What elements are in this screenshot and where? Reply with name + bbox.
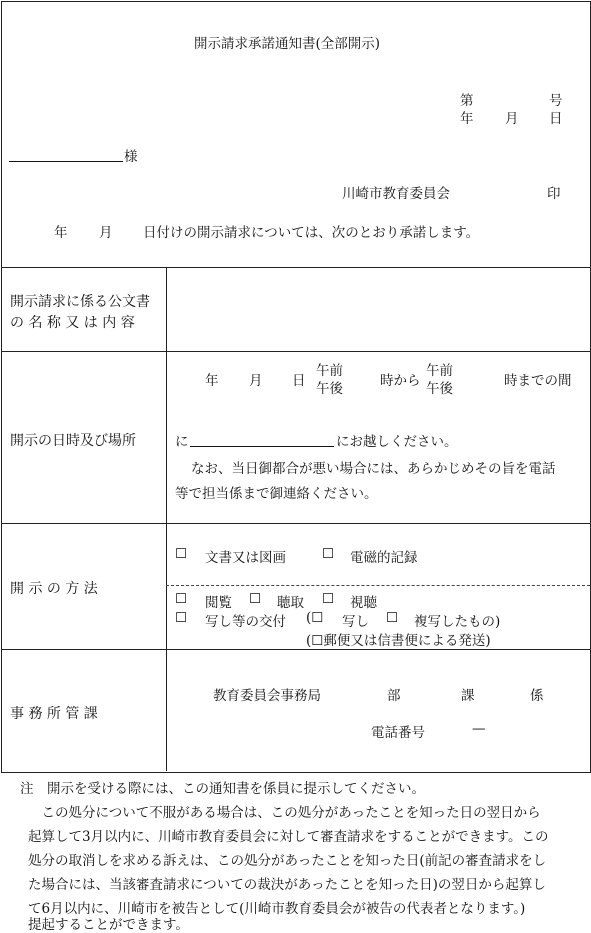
note-line-2: この処分について不服がある場合は、この処分があったことを知った日の翌日から bbox=[28, 805, 541, 821]
intro-month: 月 bbox=[99, 225, 113, 241]
schedule-am-2: 午前 bbox=[426, 363, 453, 379]
office-phone-label: 電話番号 bbox=[371, 725, 425, 741]
option-postal[interactable]: (☐郵便又は信書便による発送) bbox=[306, 633, 491, 649]
document-name-label-1: 開示請求に係る公文書 bbox=[10, 294, 150, 310]
option-watching: 視聴 bbox=[350, 595, 377, 611]
schedule-pm-2: 午後 bbox=[426, 381, 453, 397]
note-line-3: 起算して3月以内に、川崎市教育委員会に対して審査請求をすることができます。この bbox=[28, 829, 549, 845]
schedule-from: 時から bbox=[380, 373, 421, 389]
schedule-am-1: 午前 bbox=[316, 363, 343, 379]
schedule-day: 日 bbox=[292, 373, 306, 389]
date-month-label: 月 bbox=[505, 111, 519, 127]
note-line-1: 注 開示を受ける際には、この通知書を係員に提示してください。 bbox=[20, 781, 425, 797]
checkbox-copy-delivery[interactable]: ☐ bbox=[175, 610, 188, 626]
divider-method bbox=[1, 649, 591, 650]
intro-text: 日付けの開示請求については、次のとおり承諾します。 bbox=[143, 225, 480, 241]
schedule-month: 月 bbox=[249, 373, 263, 389]
place-blank-line bbox=[190, 446, 334, 447]
addressee-suffix: 様 bbox=[124, 149, 138, 165]
schedule-label: 開示の日時及び場所 bbox=[10, 433, 136, 449]
divider-header bbox=[1, 267, 591, 268]
checkbox-viewing[interactable]: ☐ bbox=[175, 591, 188, 607]
addressee-blank-line bbox=[9, 161, 123, 162]
column-divider bbox=[166, 267, 167, 771]
office-bureau: 教育委員会事務局 bbox=[213, 688, 321, 704]
office-department: 部 bbox=[387, 688, 401, 704]
schedule-note-1: なお、当日御都合が悪い場合には、あらかじめその旨を電話 bbox=[191, 461, 556, 477]
form-title: 開示請求承諾通知書(全部開示) bbox=[194, 36, 381, 52]
intro-year: 年 bbox=[54, 225, 68, 241]
option-viewing: 閲覧 bbox=[205, 595, 232, 611]
schedule-year: 年 bbox=[205, 373, 219, 389]
note-line-4: 処分の取消しを求める訴えは、この処分があったことを知った日(前記の審査請求をし bbox=[28, 853, 547, 869]
date-year-label: 年 bbox=[460, 111, 474, 127]
option-copied: 複写したもの) bbox=[414, 614, 501, 630]
checkbox-watching[interactable]: ☐ bbox=[322, 591, 335, 607]
note-line-7: 提起することができます。 bbox=[28, 917, 189, 933]
divider-schedule bbox=[1, 523, 591, 524]
number-label-go: 号 bbox=[549, 93, 563, 109]
seal-mark: 印 bbox=[547, 186, 561, 202]
issuer-name: 川崎市教育委員会 bbox=[342, 186, 450, 202]
office-section: 課 bbox=[461, 688, 475, 704]
option-listening: 聴取 bbox=[277, 595, 304, 611]
checkbox-copied[interactable]: ☐ bbox=[386, 610, 399, 626]
option-copy-delivery: 写し等の交付 bbox=[205, 614, 286, 630]
option-documents: 文書又は図画 bbox=[205, 550, 286, 566]
date-day-label: 日 bbox=[549, 111, 563, 127]
checkbox-electronic[interactable]: ☐ bbox=[322, 546, 335, 562]
number-label-dai: 第 bbox=[460, 93, 474, 109]
schedule-until: 時までの間 bbox=[504, 373, 572, 389]
option-copy: 写し bbox=[342, 614, 369, 630]
office-unit: 係 bbox=[530, 688, 544, 704]
note-line-6: て6月以内に、川崎市を被告として(川崎市教育委員会が被告の代表者となります。) bbox=[28, 901, 526, 917]
option-electronic: 電磁的記録 bbox=[350, 550, 418, 566]
document-name-label-2: の 名 称 又 は 内 容 bbox=[10, 315, 135, 331]
schedule-note-2: 等で担当係まで御連絡ください。 bbox=[175, 486, 378, 502]
method-label: 開 示 の 方 法 bbox=[10, 581, 98, 597]
office-label: 事 務 所 管 課 bbox=[10, 706, 98, 722]
office-phone-dash: — bbox=[472, 721, 486, 737]
note-line-5: た場合には、当該審査請求についての裁決があったことを知った日)の翌日から起算し bbox=[28, 877, 546, 893]
schedule-visit-text: にお越しください。 bbox=[336, 434, 458, 450]
schedule-pm-1: 午後 bbox=[316, 381, 343, 397]
checkbox-documents[interactable]: ☐ bbox=[175, 546, 188, 562]
schedule-ni: に bbox=[175, 434, 189, 450]
checkbox-copy[interactable]: (☐ bbox=[306, 610, 324, 626]
divider-document bbox=[1, 351, 591, 352]
method-dashed-divider bbox=[166, 585, 590, 586]
checkbox-listening[interactable]: ☐ bbox=[249, 591, 262, 607]
